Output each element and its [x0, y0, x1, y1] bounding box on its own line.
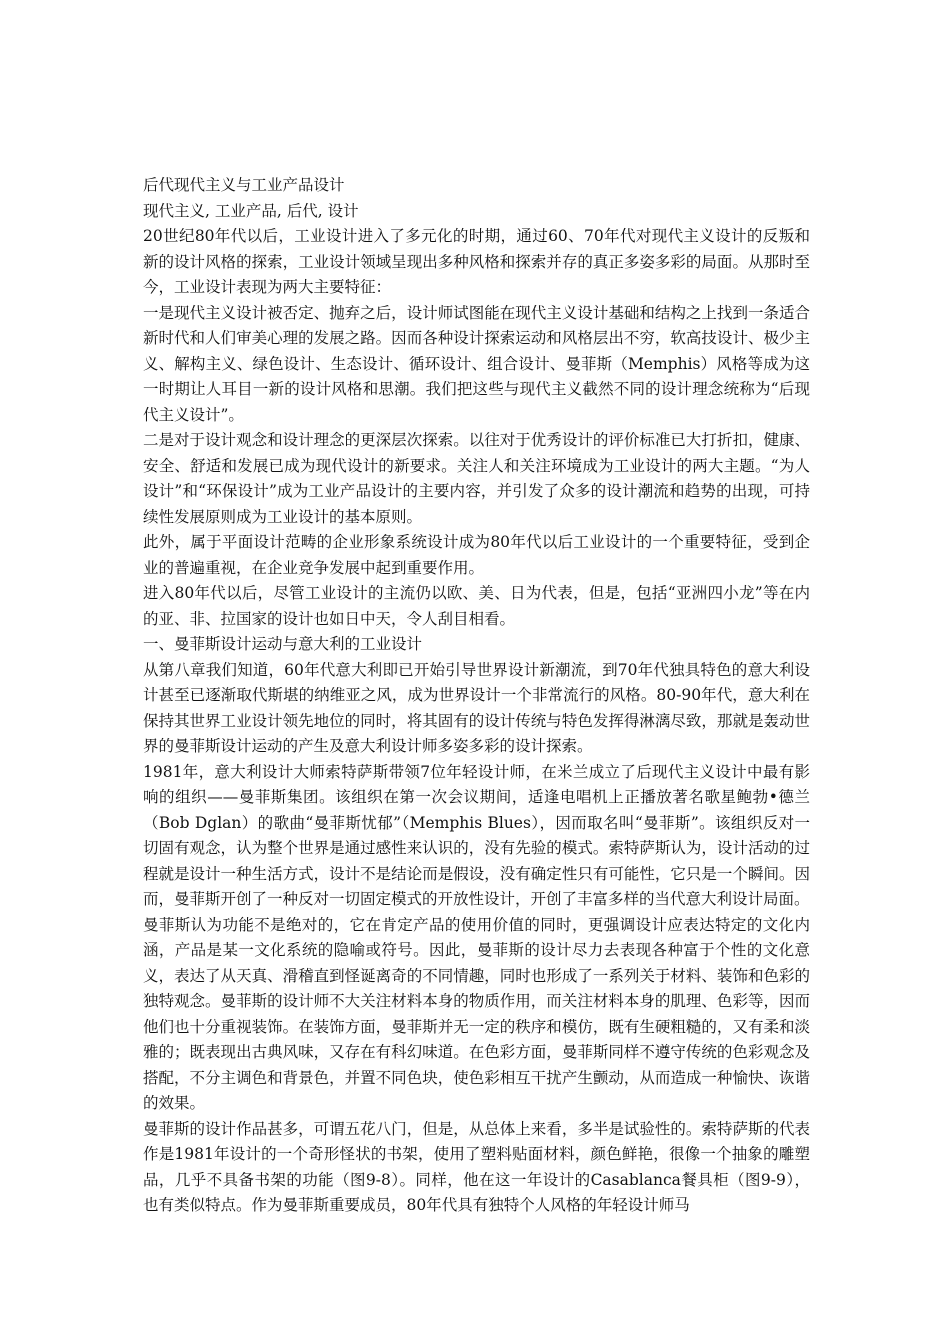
paragraph-memphis-philosophy: 曼菲斯认为功能不是绝对的，它在肯定产品的使用价值的同时，更强调设计应表达特定的文化内涵，产品是某一文化系统的隐喻或符号。因此，曼菲斯的设计尽力去表现各种富于个性的文化意义，表达了从天真、滑稽直到怪诞离奇的不同情趣，同时也形成了一系列关于材料、装饰和色彩的独特观念。曼菲斯的设计师不大关注材料本身的物质作用，而关注材料本身的肌理、色彩等，因而他们也十分重视装饰。在装饰方面，曼菲斯并无一定的秩序和模仿，既有生硬粗糙的，又有柔和淡雅的；既表现出古典风味，又存在有科幻味道。在色彩方面，曼菲斯同样不遵守传统的色彩观念及搭配，不分主调色和背景色，并置不同色块，使色彩相互干扰产生颤动，从而造成一种愉快、诙谐的效果。	[143, 915, 810, 1112]
section-heading: 一、曼菲斯设计运动与意大利的工业设计	[143, 635, 423, 653]
paragraph-memphis-works: 曼菲斯的设计作品甚多，可谓五花八门，但是，从总体上来看，多半是试验性的。索特萨斯的代表作是1981年设计的一个奇形怪状的书架，使用了塑料贴面材料，颜色鲜艳，很像一个抽象的雕塑品，几乎不具备书架的功能（图9-8）。同样，他在这一年设计的Casablanca餐具柜（图9-9），也有类似特点。作为曼菲斯重要成员，80年代具有独特个人风格的年轻设计师马	[143, 1119, 810, 1214]
paragraph-intro: 20世纪80年代以后，工业设计进入了多元化的时期，通过60、70年代对现代主义设计的反叛和新的设计风格的探索，工业设计领域呈现出多种风格和探索并存的真正多姿多彩的局面。从那时至今，工业设计表现为两大主要特征：	[143, 227, 810, 296]
paragraph-corporate-identity: 此外，属于平面设计范畴的企业形象系统设计成为80年代以后工业设计的一个重要特征，受到企业的普遍重视，在企业竞争发展中起到重要作用。	[143, 533, 810, 577]
paragraph-asia: 进入80年代以后，尽管工业设计的主流仍以欧、美、日为代表，但是，包括“亚洲四小龙”等在内的亚、非、拉国家的设计也如日中天，令人刮目相看。	[143, 584, 810, 628]
paragraph-feature-one: 一是现代主义设计被否定、抛弃之后，设计师试图能在现代主义设计基础和结构之上找到一条适合新时代和人们审美心理的发展之路。因而各种设计探索运动和风格层出不穷，软高技设计、极少主义、解构主义、绿色设计、生态设计、循环设计、组合设计、曼菲斯（Memphis）风格等成为这一时期让人耳目一新的设计风格和思潮。我们把这些与现代主义截然不同的设计理念统称为“后现代主义设计”。	[143, 303, 810, 424]
paragraph-italy: 从第八章我们知道，60年代意大利即已开始引导世界设计新潮流，到70年代独具特色的意大利设计甚至已逐渐取代斯堪的纳维亚之风，成为世界设计一个非常流行的风格。80-90年代，意大利在保持其世界工业设计领先地位的同时，将其固有的设计传统与特色发挥得淋漓尽致，那就是轰动世界的曼菲斯设计运动的产生及意大利设计师多姿多彩的设计探索。	[143, 660, 810, 755]
document-keywords: 现代主义, 工业产品, 后代, 设计	[143, 201, 359, 220]
paragraph-feature-two: 二是对于设计观念和设计理念的更深层次探索。以往对于优秀设计的评价标准已大打折扣，健康、安全、舒适和发展已成为现代设计的新要求。关注人和关注环境成为工业设计的两大主题。“为人设计”和“环保设计”成为工业产品设计的主要内容，并引发了众多的设计潮流和趋势的出现，可持续性发展原则成为工业设计的基本原则。	[143, 431, 810, 526]
document-title: 后代现代主义与工业产品设计	[143, 176, 345, 194]
document-page	[143, 173, 810, 1219]
paragraph-memphis-founding: 1981年，意大利设计大师索特萨斯带领7位年轻设计师，在米兰成立了后现代主义设计中最有影响的组织——曼菲斯集团。该组织在第一次会议期间，适逢电唱机上正播放著名歌星鲍勃•德兰（Bob Dglan）的歌曲“曼菲斯忧郁”（Memphis Blues），因而取名叫“曼菲斯”。该组织反对一切固有观念，认为整个世界是通过感性来认识的，没有先验的模式。索特萨斯认为，设计活动的过程就是设计一种生活方式，设计不是结论而是假设，没有确定性只有可能性，它只是一个瞬间。因而，曼菲斯开创了一种反对一切固定模式的开放性设计，开创了丰富多样的当代意大利设计局面。	[143, 762, 810, 908]
